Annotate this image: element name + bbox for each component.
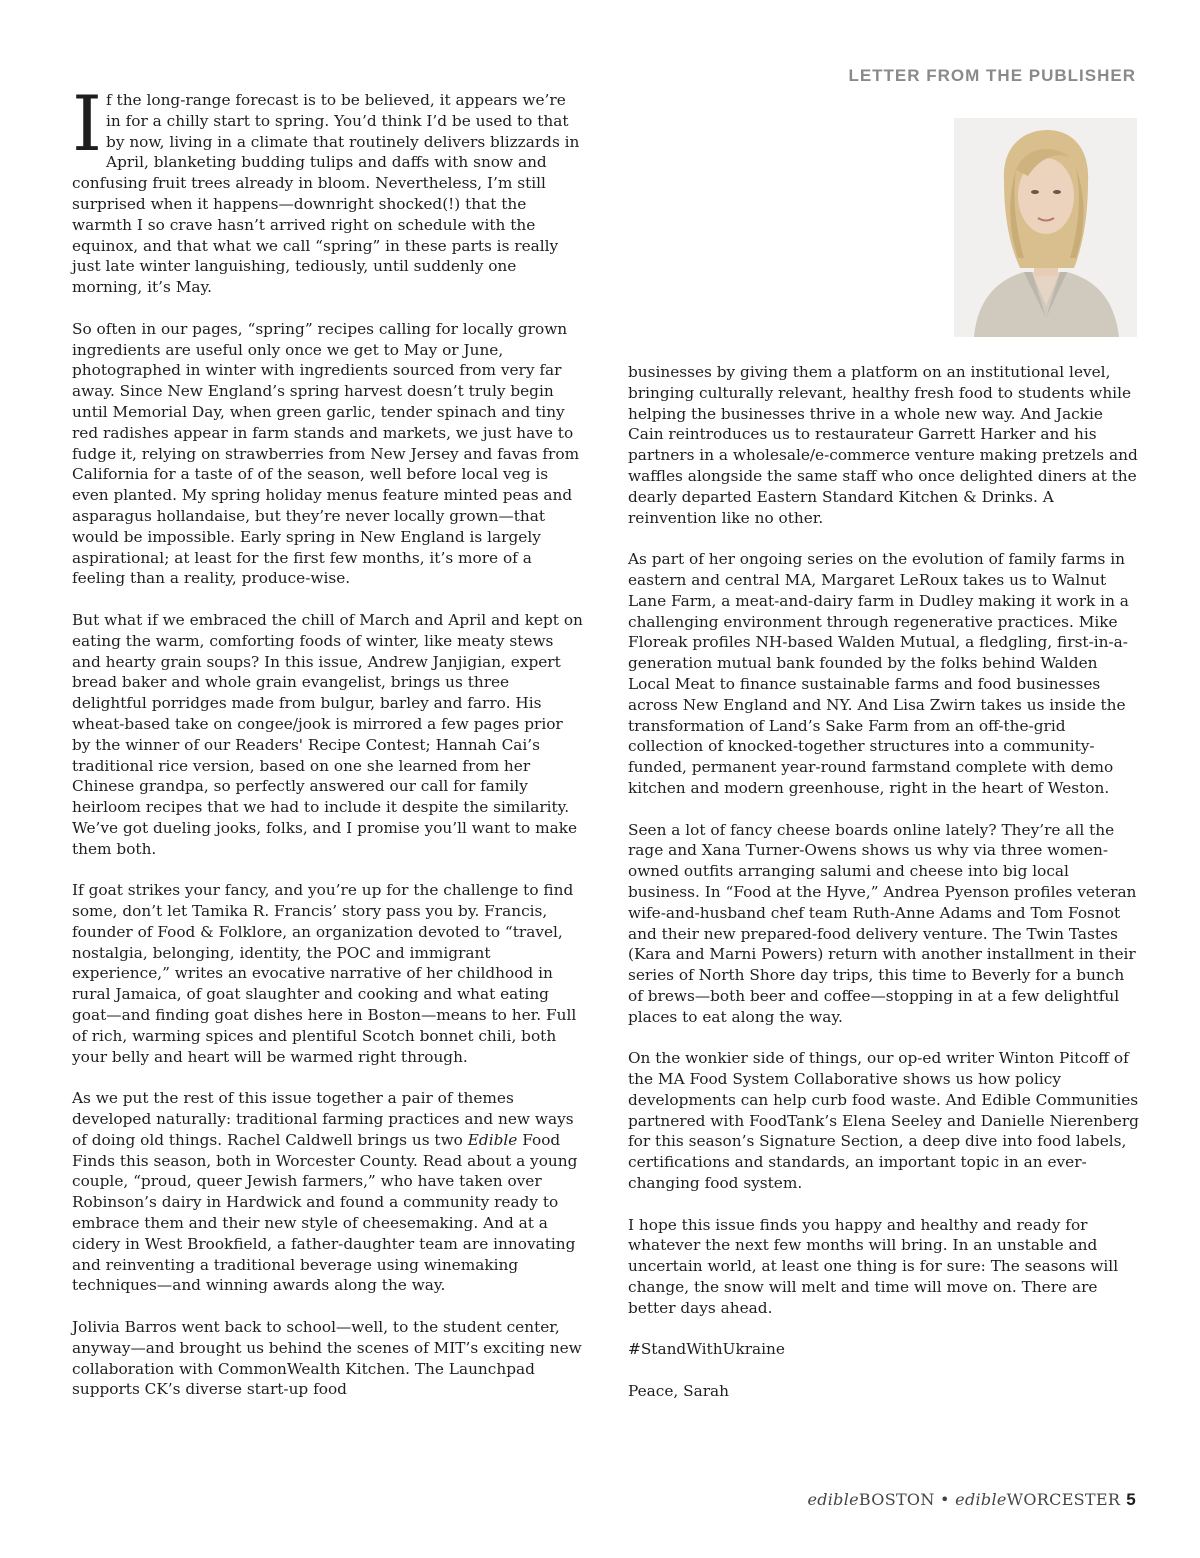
hashtag: #StandWithUkraine xyxy=(628,1340,785,1359)
signoff: Peace, Sarah xyxy=(628,1382,730,1401)
footer-brand1-italic: edible xyxy=(807,1490,859,1509)
paragraph-9: Seen a lot of fancy cheese boards online lately? They’re all the rage and Xana Turner-Owens shows us why via three women-owned outfits arranging salumi and cheese into big local business. In “Food at the Hyve,” Andrea Pyenson profiles veteran wife-and-husband chef team Ruth-Anne Adams and Tom Fosnot and their new prepared-food delivery venture. The Twin Tastes (Kara and Marni Powers) return with another installment in their series of North Shore day trips, this time to Beverly for a bunch of brews—both beer and coffee—stopping in at a few delightful places to eat along the way. xyxy=(628,820,1137,1026)
paragraph-3: But what if we embraced the chill of March and April and kept on eating the warm, comforting foods of winter, like meaty stews and hearty grain soups? In this issue, Andrew Janjigian, expert bread baker and whole grain evangelist, brings us three delightful porridges made from bulgur, barley and farro. His wheat-based take on congee/jook is mirrored a few pages prior by the winner of our Readers' Recipe Contest; Hannah Cai’s traditional rice version, based on one she learned from her Chinese grandpa, so perfectly answered our call for family heirloom recipes that we had to include it despite the similarity. We’ve got dueling jooks, folks, and I promise you’ll want to make them both. xyxy=(72,610,583,858)
paragraph-7: businesses by giving them a platform on an institutional level, bringing culturally relevant, healthy fresh food to students while helping the businesses thrive in a whole new way. And Jackie Cain reintroduces us to restaurateur Garrett Harker and his partners in a wholesale/e-commerce venture making pretzels and waffles alongside the same staff who once delighted diners at the dearly departed Eastern Standard Kitchen & Drinks. A reinvention like no other. xyxy=(628,363,1138,527)
section-label: LETTER FROM THE PUBLISHER xyxy=(848,66,1136,85)
footer-brand2-italic: edible xyxy=(955,1490,1007,1509)
paragraph-8: As part of her ongoing series on the evolution of family farms in eastern and central MA, Margaret LeRoux takes us to Walnut Lane Farm, a meat-and-dairy farm in Dudley making it work in a challenging environment through regenerative practices. Mike Floreak profiles NH-based Walden Mutual, a fledgling, first-in-a-generation mutual bank founded by the folks behind Walden Local Meat to finance sustainable farms and food businesses across New England and NY. And Lisa Zwirn takes us inside the transformation of Land’s Sake Farm from an off-the-grid collection of knocked-together structures into a community-funded, permanent year-round farmstand complete with demo kitchen and modern greenhouse, right in the heart of Weston. xyxy=(628,550,1129,797)
publisher-photo xyxy=(954,118,1137,337)
paragraph-10: On the wonkier side of things, our op-ed writer Winton Pitcoff of the MA Food System Collaborative shows us how policy developments can help curb food waste. And Edible Communities partnered with FoodTank’s Elena Seeley and Danielle Nierenberg for this season’s Signature Section, a deep dive into food labels, certifications and standards, an important topic in an ever-changing food system. xyxy=(628,1049,1139,1193)
letter-column-left xyxy=(72,79,584,1421)
footer-brand1: BOSTON xyxy=(858,1490,935,1509)
paragraph-6: Jolivia Barros went back to school—well, to the student center, anyway—and brought us behind the scenes of MIT’s exciting new collaboration with CommonWealth Kitchen. The Launchpad supports CK’s diverse start-up food xyxy=(72,1318,582,1399)
paragraph-1-text: f the long-range forecast is to be believed, it appears we’re in for a chilly start to spring. You’d think I’d be used to that by now, living in a climate that routinely delivers blizzards in April, blanketing budding tulips and daffs with snow and confusing fruit trees already in bloom. Nevertheless, I’m still surprised when it happens—downright shocked(!) that the warmth I so crave hasn’t arrived right on schedule with the equinox, and that what we call “spring” in these parts is really just late winter languishing, tediously, until suddenly one morning, it’s May. xyxy=(72,91,580,297)
paragraph-2: So often in our pages, “spring” recipes calling for locally grown ingredients are useful only once we get to May or June, photographed in winter with ingredients sourced from very far away. Since New England’s spring harvest doesn’t truly begin until Memorial Day, when green garlic, tender spinach and tiny red radishes appear in farm stands and markets, we just have to fudge it, relying on strawberries from New Jersey and favas from California for a taste of of the season, well before local veg is even planted. My spring holiday menus feature minted peas and asparagus hollandaise, but they’re never locally grown—that would be impossible. Early spring in New England is largely aspirational; at least for the first few months, it’s more of a feeling than a reality, produce-wise. xyxy=(72,319,580,588)
paragraph-4: If goat strikes your fancy, and you’re up for the challenge to find some, don’t let Tamika R. Francis’ story pass you by. Francis, founder of Food & Folklore, an organization devoted to “travel, nostalgia, belonging, identity, the POC and immigrant experience,” writes an evocative narrative of her childhood in rural Jamaica, of goat slaughter and cooking and what eating goat—and finding goat dishes here in Boston—means to her. Full of rich, warming spices and plentiful Scotch bonnet chili, both your belly and heart will be warmed right through. xyxy=(72,881,577,1066)
footer-brand2: WORCESTER xyxy=(1006,1490,1121,1509)
paragraph-5-part-b: Food Finds this season, both in Worcester County. Read about a young couple, “proud, queer Jewish farmers,” who have taken over Robinson’s dairy in Hardwick and found a community ready to embrace them and their new style of cheesemaking. And at a cidery in West Brookfield, a father-daughter team are innovating and reinventing a traditional beverage using winemaking techniques—and winning awards along the way. xyxy=(72,1130,578,1295)
edible-italic: Edible xyxy=(467,1130,518,1149)
paragraph-5 xyxy=(72,1088,584,1296)
page-number: 5 xyxy=(1126,1490,1136,1509)
paragraph-11: I hope this issue finds you happy and healthy and ready for whatever the next few months will bring. In an unstable and uncertain world, at least one thing is for sure: The seasons will change, the snow will melt and time will move on. There are better days ahead. xyxy=(628,1215,1119,1317)
paragraph-5-part-a: As we put the rest of this issue together a pair of themes developed naturally: traditional farming practices and new ways of doing old things. Rachel Caldwell brings us two xyxy=(72,1089,574,1149)
letter-column-right xyxy=(628,362,1142,1423)
page-footer xyxy=(807,1490,1136,1510)
drop-cap: I xyxy=(72,79,103,168)
publisher-portrait-image xyxy=(954,118,1137,337)
paragraph-1 xyxy=(72,79,584,298)
footer-separator: • xyxy=(934,1490,956,1509)
